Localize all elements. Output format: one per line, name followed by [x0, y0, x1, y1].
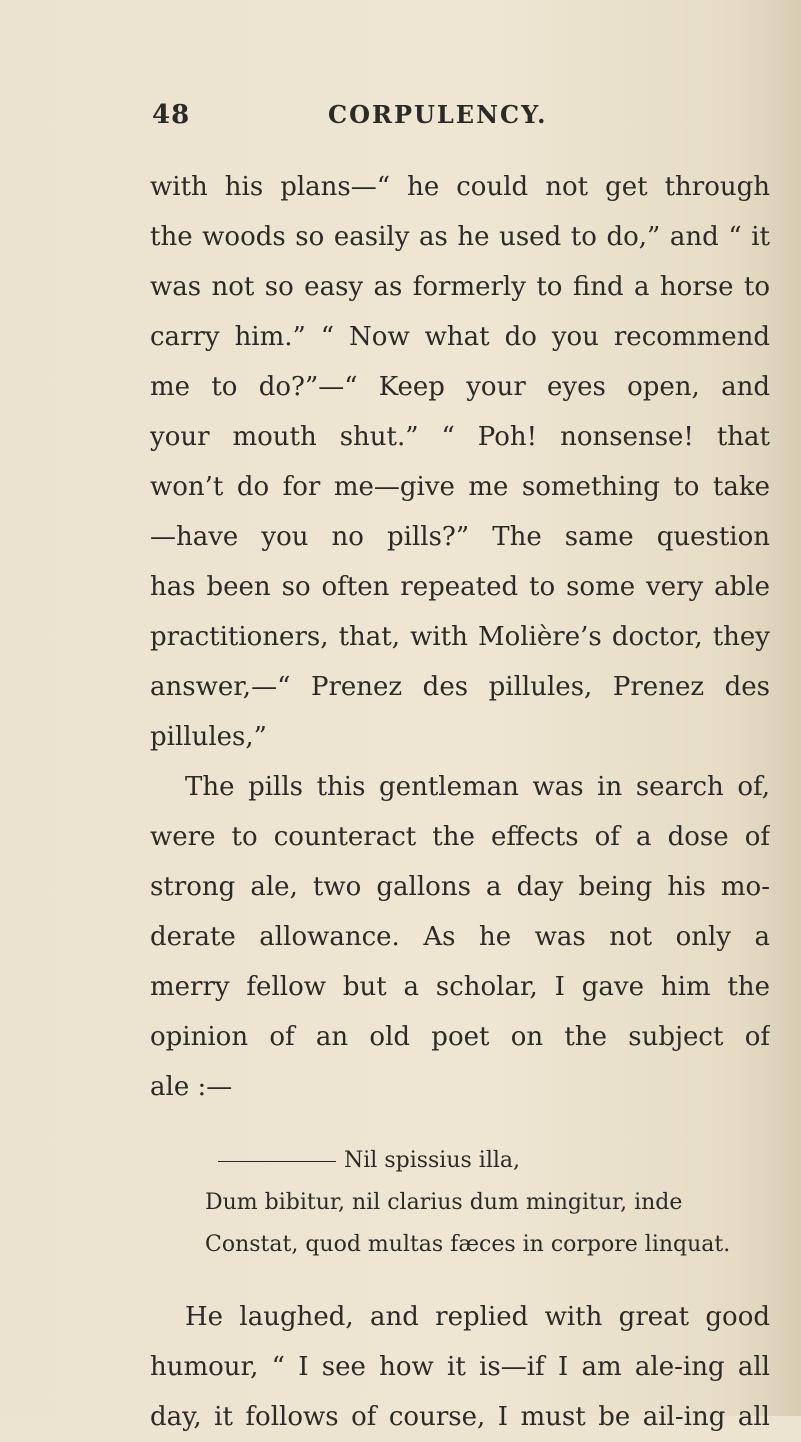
text-line: humour, “ I see how it is—if I am ale-ing all	[150, 1352, 770, 1382]
text-line: merry fellow but a scholar, I gave him the	[150, 972, 770, 1002]
verse-text: Nil spissius illa,	[344, 1148, 521, 1173]
text-line: with his plans—“ he could not get through	[150, 172, 770, 202]
text-line: won’t do for me—give me something to take	[150, 472, 770, 502]
paragraph-2	[150, 762, 770, 1112]
text-line: —have you no pills?” The same question	[150, 522, 770, 552]
verse-line	[205, 1140, 730, 1182]
text-line: answer,—“ Prenez des pillules, Prenez des	[150, 672, 770, 702]
text-line: ale :—	[150, 1072, 233, 1102]
text-line: derate allowance. As he was not only a	[150, 922, 770, 952]
text-line: He laughed, and replied with great good	[185, 1302, 770, 1332]
running-head: CORPULENCY.	[328, 100, 548, 129]
paragraph-3	[150, 1292, 770, 1442]
text-line: practitioners, that, with Molière’s doctor, they	[150, 622, 770, 652]
page-header	[152, 100, 652, 136]
text-line: strong ale, two gallons a day being his mo-	[150, 872, 770, 902]
verse-line: Dum bibitur, nil clarius dum mingitur, inde	[205, 1190, 683, 1215]
text-line: opinion of an old poet on the subject of	[150, 1022, 770, 1052]
text-line: were to counteract the effects of a dose of	[150, 822, 770, 852]
text-line: carry him.” “ Now what do you recommend	[150, 322, 770, 352]
text-line: me to do?”—“ Keep your eyes open, and	[150, 372, 770, 402]
page-number: 48	[152, 100, 191, 130]
paragraph-1	[150, 162, 770, 762]
verse-dash-rule	[218, 1161, 336, 1162]
text-line: day, it follows of course, I must be ail-ing all	[150, 1402, 770, 1432]
text-line: was not so easy as formerly to find a horse to	[150, 272, 770, 302]
text-line: The pills this gentleman was in search of,	[185, 772, 770, 802]
text-line: pillules,”	[150, 722, 267, 752]
verse-line: Constat, quod multas fæces in corpore linquat.	[205, 1232, 731, 1257]
text-line: the woods so easily as he used to do,” and “ it	[150, 222, 770, 252]
text-line: has been so often repeated to some very able	[150, 572, 770, 602]
latin-verse	[205, 1140, 730, 1266]
text-line: your mouth shut.” “ Poh! nonsense! that	[150, 422, 770, 452]
